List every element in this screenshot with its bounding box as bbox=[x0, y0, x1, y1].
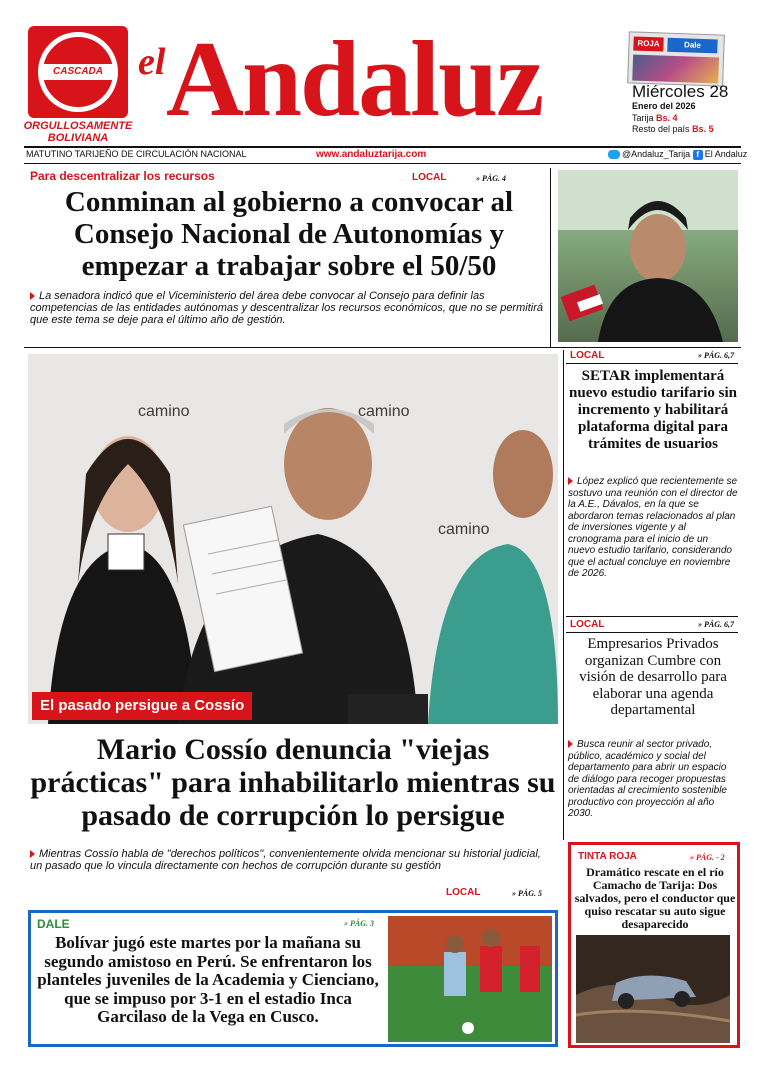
lead-headline[interactable]: Conminan al gobierno a convocar al Consejo Nacional de Autonomías y empezar a trabajar sobre el 50/50 bbox=[64, 186, 514, 282]
tinta-roja-page-ref: » PÁG. - 2 bbox=[690, 853, 725, 862]
press-conference-illustration bbox=[28, 354, 558, 724]
senator-illustration bbox=[558, 170, 738, 342]
football-photo bbox=[388, 916, 552, 1042]
setar-summary-text: López explicó que recientemente se sostuvo una reunión con el director de la A.E., Dávalos, en la que se abordaron temas relacionados al plan de inversiones vigente y al cronograma para el inicio de un nuevo estudio tarifario, considerando que el actual concluye en noviembre de 2026. bbox=[568, 476, 738, 579]
empresarios-summary-text: Busca reunir al sector privado, público, académico y social del departamento para abrir un espacio de diálogo para recoger propuestas orientadas al crecimiento sostenible productivo con proyección al año 2030. bbox=[568, 739, 727, 819]
website-link[interactable]: www.andaluztarija.com bbox=[316, 149, 427, 160]
masthead-title: Andaluz bbox=[166, 20, 543, 139]
issue-date-day: Miércoles 28 bbox=[632, 82, 729, 101]
price-rest-value: Bs. 5 bbox=[692, 124, 714, 134]
lead-bottom-rule bbox=[24, 347, 741, 348]
price-tarija bbox=[632, 113, 678, 123]
dale-page-ref: » PÁG. 3 bbox=[344, 919, 374, 928]
issue-date-month: Enero del 2026 bbox=[632, 101, 696, 111]
river-rescue-photo bbox=[576, 935, 730, 1043]
setar-rule bbox=[566, 363, 738, 364]
price-tarija-label: Tarija bbox=[632, 113, 654, 123]
main-page-ref: » PÁG. 5 bbox=[512, 889, 542, 898]
tagline-strip: MATUTINO TARIJEÑO DE CIRCULACIÓN NACIONAL bbox=[26, 149, 247, 159]
photo-caption: El pasado persigue a Cossío bbox=[32, 692, 252, 720]
setar-section: LOCAL bbox=[570, 350, 605, 361]
cascada-tagline: ORGULLOSAMENTE BOLIVIANA bbox=[23, 120, 133, 144]
backdrop-text-3: camino bbox=[438, 521, 490, 538]
main-summary-text: Mientras Cossío habla de "derechos políticos", convenientemente olvida mencionar su historial judicial, un pasado que lo vincula directamente con hechos de corrupción durante su gestión bbox=[30, 848, 541, 872]
price-tarija-value: Bs. 4 bbox=[656, 113, 678, 123]
twitter-handle[interactable]: @Andaluz_Tarija bbox=[622, 149, 691, 159]
empresarios-summary bbox=[568, 739, 738, 820]
lead-kicker: Para descentralizar los recursos bbox=[30, 169, 215, 183]
football-illustration bbox=[388, 916, 552, 1042]
tinta-roja-headline[interactable]: Dramático rescate en el río Camacho de Tarija: Dos salvados, pero el conductor que quiso rescatar su auto sigue desaparecido bbox=[574, 865, 736, 931]
backdrop-text-1: camino bbox=[138, 403, 190, 420]
bullet-icon bbox=[568, 477, 573, 485]
social-links bbox=[608, 149, 747, 160]
price-rest bbox=[632, 124, 714, 134]
bullet-icon bbox=[30, 850, 35, 858]
main-headline[interactable]: Mario Cossío denuncia "viejas prácticas" para inhabilitarlo mientras su pasado de corrupción lo persigue bbox=[30, 733, 556, 832]
twitter-icon bbox=[608, 150, 620, 159]
price-rest-label: Resto del país bbox=[632, 124, 690, 134]
senator-photo bbox=[558, 170, 738, 342]
setar-page-ref: » PÁG. 6,7 bbox=[698, 351, 734, 360]
main-summary bbox=[30, 848, 556, 872]
lead-page-ref: » PÁG. 4 bbox=[476, 174, 506, 183]
dale-section: DALE bbox=[37, 917, 70, 931]
cascada-logo-text: CASCADA bbox=[40, 64, 116, 80]
bullet-icon bbox=[30, 292, 35, 300]
mini-photo bbox=[632, 55, 719, 84]
masthead-rule-top bbox=[24, 146, 741, 148]
masthead-prefix: el bbox=[138, 41, 166, 83]
mini-roja-label: ROJA bbox=[633, 37, 663, 52]
tinta-roja-section: TINTA ROJA bbox=[578, 851, 637, 862]
lead-summary bbox=[30, 290, 548, 326]
facebook-handle[interactable]: El Andaluz bbox=[704, 149, 748, 159]
setar-summary bbox=[568, 476, 738, 580]
mini-newspaper-thumbnail bbox=[627, 31, 725, 86]
cossio-press-photo bbox=[28, 354, 558, 724]
river-rescue-illustration bbox=[576, 935, 730, 1043]
backdrop-text-2: camino bbox=[358, 403, 410, 420]
empresarios-section: LOCAL bbox=[570, 619, 605, 630]
masthead-rule-bottom bbox=[24, 163, 741, 164]
empresarios-top-rule bbox=[566, 616, 738, 617]
mini-dale-label: Dale bbox=[667, 38, 717, 54]
lead-divider bbox=[550, 168, 551, 348]
lead-summary-text: La senadora indicó que el Viceministerio del área debe convocar al Consejo para definir las competencias de las entidades autónomas y descentralizar los recursos económicos, que no se permitirá que este tema se deje para el último año de gestión. bbox=[30, 290, 543, 326]
main-section: LOCAL bbox=[446, 887, 481, 898]
empresarios-headline[interactable]: Empresarios Privados organizan Cumbre con visión de desarrollo para elaborar una agenda departamental bbox=[579, 636, 727, 718]
facebook-icon: f bbox=[693, 150, 703, 160]
setar-headline[interactable]: SETAR implementará nuevo estudio tarifario sin incremento y habilitará plataforma digital para trámites de usuarios bbox=[569, 368, 737, 452]
empresarios-page-ref: » PÁG. 6,7 bbox=[698, 620, 734, 629]
lead-section: LOCAL bbox=[412, 172, 447, 183]
bullet-icon bbox=[568, 740, 573, 748]
empresarios-rule bbox=[566, 632, 738, 633]
dale-headline[interactable]: Bolívar jugó este martes por la mañana su segundo amistoso en Perú. Se enfrentaron los planteles juveniles de la Academia y Cienciano, que se impuso por 3-1 en el estadio Inca Garcilaso de la Vega en Cusco. bbox=[37, 933, 379, 1026]
right-column-divider bbox=[563, 350, 564, 840]
